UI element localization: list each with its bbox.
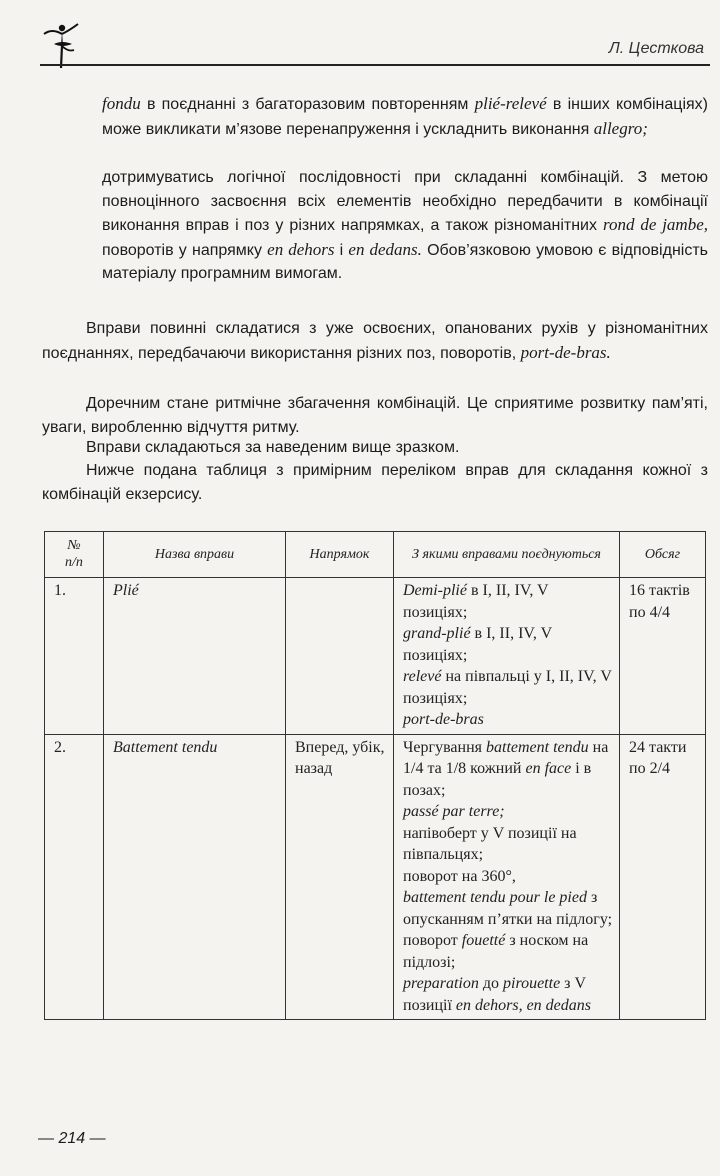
cell-combined: [394, 734, 620, 1020]
term: preparation: [403, 975, 479, 992]
text-span: поворотів у напрямку: [102, 241, 268, 259]
term: port-de-bras: [403, 711, 484, 728]
cell-name: Plié: [104, 578, 286, 735]
header-combined: З якими вправами поєднуються: [394, 532, 620, 578]
term-plie-releve: plié-relevé: [474, 94, 547, 113]
page-number: — 214 —: [38, 1130, 106, 1147]
text-span: в інших комбінаціях) може викликати м’язове перенапруження і ускладнить виконання: [102, 96, 709, 138]
cell-direction: Вперед, убік, назад: [286, 734, 394, 1020]
term: Demi-plié: [403, 582, 467, 599]
header-name: Назва вправи: [104, 532, 286, 578]
cell-direction: [286, 578, 394, 735]
text-span: поворот: [403, 932, 462, 949]
header-rule: [40, 64, 710, 66]
term: en dehors, en dedans: [455, 996, 591, 1014]
header-number-line2: п/п: [65, 555, 83, 570]
term-allegro: allegro;: [593, 118, 648, 138]
table-row: [45, 734, 706, 1020]
header-number-line1: №: [67, 538, 81, 553]
text-span: Вправи повинні складатися з уже освоєних, опанованих рухів у різноманітних поєднаннях, передбачаючи використання різних поз, поворотів,: [42, 320, 708, 362]
term: pirouette: [503, 975, 561, 992]
cell-combined: [394, 578, 620, 735]
text-span: в поєднанні з багаторазовим повторенням: [140, 96, 475, 113]
paragraph-5: Вправи складаються за наведеним вище зразком.: [86, 439, 460, 456]
header-number: [45, 532, 104, 578]
cell-volume: 24 такти по 2/4: [620, 734, 706, 1020]
term-en-dehors: en dehors: [267, 239, 335, 259]
text-span: дотримуватись логічної послідовності при складанні комбінацій. З метою повноцінного засвоєння всіх елементів необхідно передбачити в комбінації виконання вправ і поз у різних напрямках, а також різноманітних: [102, 169, 708, 235]
text-span: з V позиції: [403, 975, 586, 1014]
text-span: напівоберт у V позиції на півпальцях;: [403, 824, 577, 863]
paragraph-4: Доречним стане ритмічне збагачення комбінацій. Це сприятиме розвитку пам’яті, уваги, виробленню відчуття ритму.: [42, 395, 708, 436]
text-span: на 1/4 та 1/8 кожний: [403, 738, 609, 777]
table-header-row: [45, 532, 706, 578]
exercise-table: [44, 531, 706, 1020]
header-direction: Напрямок: [286, 532, 394, 578]
cell-number: 1.: [45, 578, 104, 735]
term-rond-de-jambe: rond de jambe,: [603, 215, 708, 235]
term: en face: [525, 760, 572, 777]
text-span: поворот на 360°,: [403, 867, 516, 885]
ballerina-icon: [40, 20, 84, 70]
term-en-dedans: en dedans.: [348, 239, 422, 259]
text-span: з опусканням п’ятки на підлогу;: [403, 889, 613, 928]
text-span: до: [478, 975, 503, 992]
cell-name: Battement tendu: [104, 734, 286, 1020]
author-name: Л. Цесткова: [608, 40, 704, 57]
cell-number: 2.: [45, 734, 104, 1020]
term: grand-plié: [403, 625, 471, 642]
term: passé par terre;: [403, 803, 505, 820]
text-span: в I, II, IV, V позиціях;: [403, 625, 552, 664]
cell-volume: 16 тактів по 4/4: [620, 578, 706, 735]
text-span: і: [334, 241, 349, 259]
text-span: на півпальці у I, II, IV, V позиціях;: [403, 668, 612, 707]
text-span: Чергування: [403, 738, 486, 756]
term: battement tendu: [486, 738, 589, 756]
paragraph-2: [102, 166, 708, 286]
header-volume: Обсяг: [620, 532, 706, 578]
paragraph-6: Нижче подана таблиця з примірним переліком вправ для складання кожної з комбінацій екзерсису.: [42, 462, 708, 503]
text-span: і в позах;: [403, 760, 592, 799]
term: relevé: [403, 668, 442, 685]
table-row: [45, 578, 706, 735]
text-span: Обов’язковою умовою є відповідність матеріалу програмним вимогам.: [102, 241, 708, 283]
term-fondu: fondu: [102, 94, 141, 113]
text-span: в I, II, IV, V позиціях;: [403, 582, 549, 621]
term: battement tendu pour le pied: [403, 889, 587, 906]
paragraph-3: [42, 317, 708, 365]
term-port-de-bras: port-de-bras.: [520, 342, 611, 362]
paragraph-1: [102, 92, 708, 141]
text-span: з носком на підлозі;: [403, 932, 589, 971]
term: fouetté: [461, 932, 506, 949]
